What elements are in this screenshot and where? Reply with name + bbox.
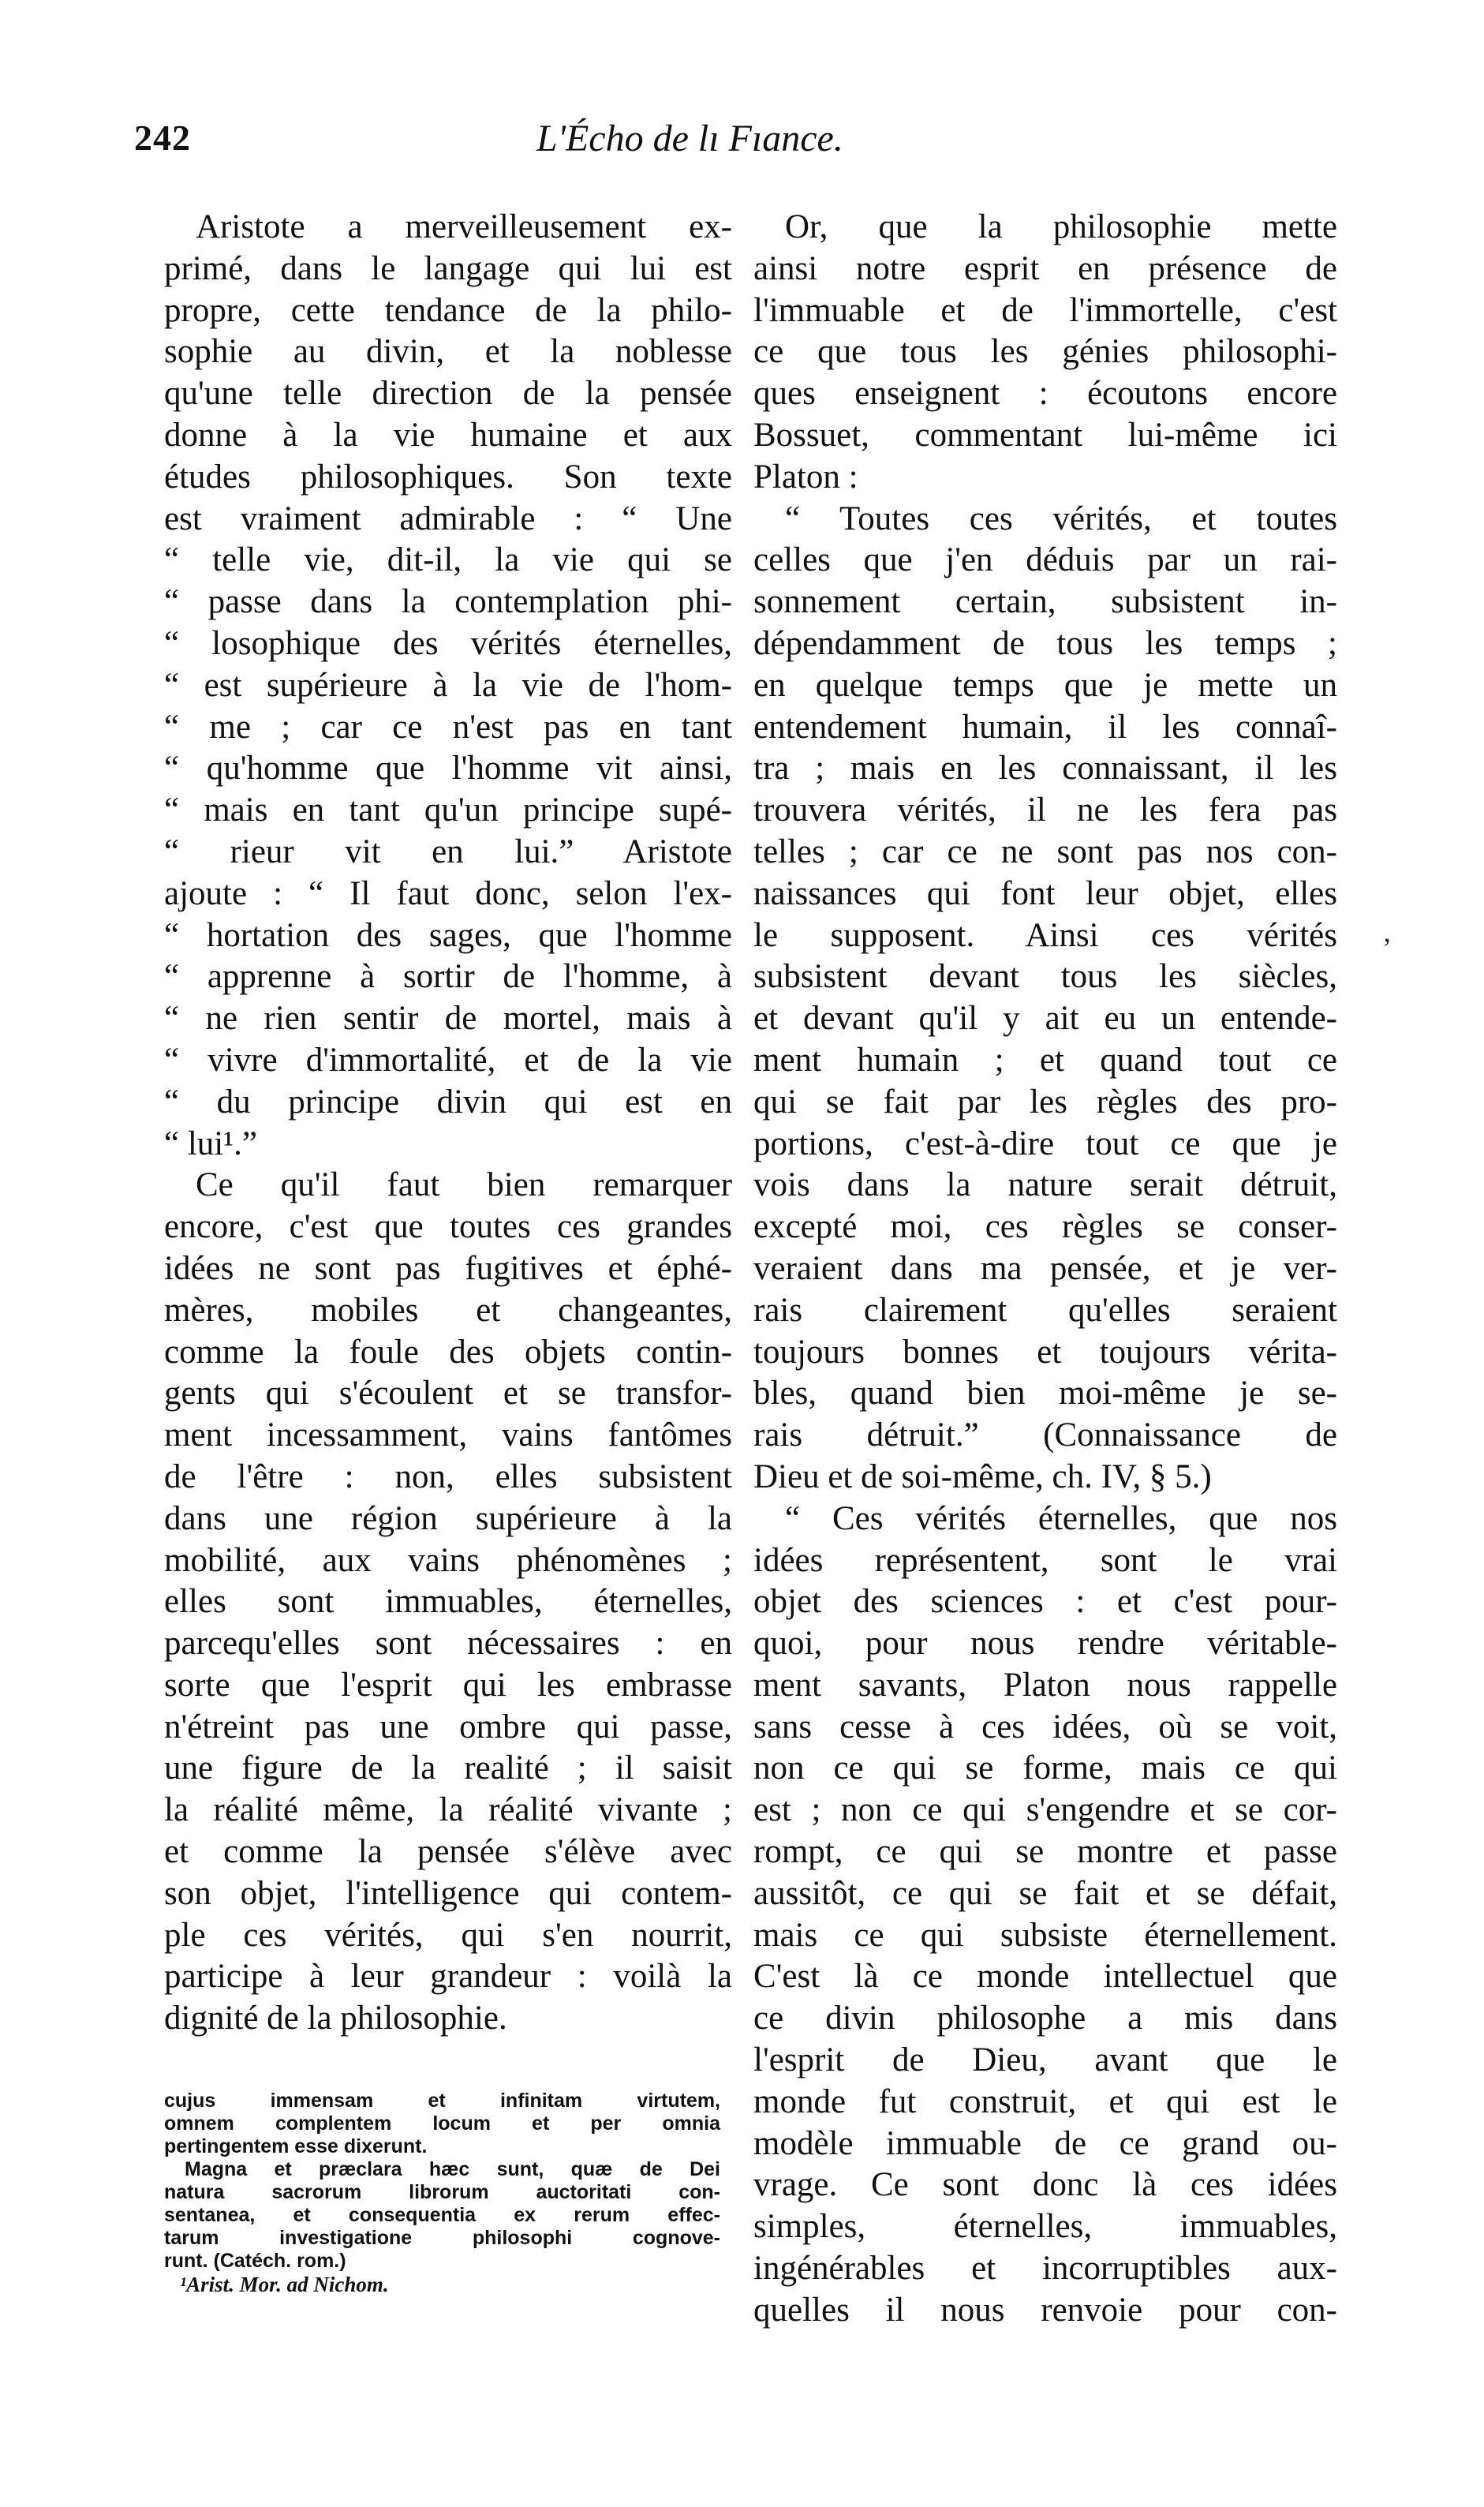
text-line: Platon : — [753, 458, 858, 496]
text-line: ingénérables et incorruptibles aux- — [753, 2250, 1337, 2288]
text-line: ce divin philosophe a mis dans — [753, 2000, 1337, 2037]
page-number: 242 — [134, 118, 191, 158]
text-line: et comme la pensée s'élève avec — [164, 1833, 732, 1871]
text-line: est vraiment admirable : “ Une — [164, 500, 732, 537]
footnote-line: natura sacrorum librorum auctoritati con- — [164, 2181, 720, 2203]
margin-mark: ‚ — [1382, 916, 1392, 948]
text-line: la réalité même, la réalité vivante ; — [164, 1791, 732, 1829]
text-line: comme la foule des objets contin- — [164, 1333, 732, 1371]
text-line: celles que j'en déduis par un rai- — [753, 541, 1337, 579]
text-line: études philosophiques. Son texte — [164, 458, 732, 496]
running-head — [118, 117, 1349, 172]
text-line: Dieu et de soi-même, ch. IV, § 5.) — [753, 1457, 1212, 1495]
text-line: qu'une telle direction de la pensée — [164, 375, 732, 413]
text-line: une figure de la realité ; il saisit — [164, 1749, 732, 1787]
text-line: Aristote a merveilleusement ex- — [196, 208, 732, 245]
text-line: et devant qu'il y ait eu un entende- — [753, 1000, 1337, 1038]
text-line: idées ne sont pas fugitives et éphé- — [164, 1249, 732, 1287]
text-line: C'est là ce monde intellectuel que — [753, 1958, 1337, 1996]
footnote-line: Magna et præclara hæc sunt, quæ de Dei — [185, 2158, 720, 2180]
footnote-line: cujus immensam et infinitam virtutem, — [164, 2090, 720, 2112]
text-line: vrage. Ce sont donc là ces idées — [753, 2166, 1337, 2204]
text-line: mobilité, aux vains phénomènes ; — [164, 1541, 732, 1579]
text-line: toujours bonnes et toujours vérita- — [753, 1333, 1337, 1371]
text-line: le supposent. Ainsi ces vérités — [753, 916, 1337, 954]
text-line: ajoute : “ Il faut donc, selon l'ex- — [164, 874, 732, 912]
text-line: sorte que l'esprit qui les embrasse — [164, 1666, 732, 1704]
text-line: monde fut construit, et qui est le — [753, 2082, 1337, 2120]
text-line: “ telle vie, dit-il, la vie qui se — [164, 541, 732, 579]
text-line: trouvera vérités, il ne les fera pas — [753, 791, 1337, 829]
text-line: “ Toutes ces vérités, et toutes — [785, 500, 1337, 537]
text-line: ple ces vérités, qui s'en nourrit, — [164, 1916, 732, 1954]
text-line: portions, c'est-à-dire tout ce que je — [753, 1124, 1337, 1162]
text-line: objet des sciences : et c'est pour- — [753, 1583, 1337, 1621]
text-line: “ hortation des sages, que l'homme — [164, 916, 732, 954]
text-line: mais ce qui subsiste éternellement. — [753, 1916, 1337, 1954]
text-line: elles sont immuables, éternelles, — [164, 1583, 732, 1621]
text-line: entendement humain, il les connaî- — [753, 708, 1337, 746]
text-line: dans une région supérieure à la — [164, 1499, 732, 1537]
text-line: tra ; mais en les connaissant, il les — [753, 750, 1337, 788]
text-line: sophie au divin, et la noblesse — [164, 333, 732, 371]
text-line: ainsi notre esprit en présence de — [753, 249, 1337, 287]
text-line: son objet, l'intelligence qui contem- — [164, 1874, 732, 1912]
text-line: idées représentent, sont le vrai — [753, 1541, 1337, 1579]
footnote-line: runt. (Catéch. rom.) — [164, 2250, 346, 2272]
text-line: ment humain ; et quand tout ce — [753, 1041, 1337, 1079]
text-line: Ce qu'il faut bien remarquer — [196, 1166, 732, 1204]
right-column — [753, 207, 1337, 2332]
text-line: “ ne rien sentir de mortel, mais à — [164, 1000, 732, 1038]
text-line: veraient dans ma pensée, et je ver- — [753, 1249, 1337, 1287]
text-line: “ Ces vérités éternelles, que nos — [785, 1499, 1337, 1537]
text-line: Bossuet, commentant lui-même ici — [753, 416, 1337, 454]
text-line: “ passe dans la contemplation phi- — [164, 583, 732, 621]
footnote-reference: ¹Arist. Mor. ad Nichom. — [180, 2273, 389, 2296]
text-line: “ est supérieure à la vie de l'hom- — [164, 666, 732, 704]
text-line: ques enseignent : écoutons encore — [753, 375, 1337, 413]
text-line: subsistent devant tous les siècles, — [753, 958, 1337, 996]
text-line: non ce qui se forme, mais ce qui — [753, 1749, 1337, 1787]
text-line: “ mais en tant qu'un principe supé- — [164, 791, 732, 829]
text-line: l'esprit de Dieu, avant que le — [753, 2041, 1337, 2079]
text-line: sonnement certain, subsistent in- — [753, 583, 1337, 621]
text-line: “ apprenne à sortir de l'homme, à — [164, 958, 732, 996]
text-line: rais détruit.” (Connaissance de — [753, 1416, 1337, 1454]
text-line: “ qu'homme que l'homme vit ainsi, — [164, 750, 732, 788]
text-line: dignité de la philosophie. — [164, 2000, 507, 2037]
text-line: qui se fait par les règles des pro- — [753, 1083, 1337, 1121]
text-line: encore, c'est que toutes ces grandes — [164, 1208, 732, 1246]
text-line: telles ; car ce ne sont pas nos con- — [753, 833, 1337, 870]
text-line: est ; non ce qui s'engendre et se cor- — [753, 1791, 1337, 1829]
text-line: “ me ; car ce n'est pas en tant — [164, 708, 732, 746]
text-line: propre, cette tendance de la philo- — [164, 291, 732, 329]
text-line: ment incessamment, vains fantômes — [164, 1416, 732, 1454]
text-line: primé, dans le langage qui lui est — [164, 249, 732, 287]
text-line: excepté moi, ces règles se conser- — [753, 1208, 1337, 1246]
text-line: n'étreint pas une ombre qui passe, — [164, 1708, 732, 1746]
text-line: de l'être : non, elles subsistent — [164, 1457, 732, 1495]
footnote-line: pertingentem esse dixerunt. — [164, 2135, 428, 2157]
text-line: vois dans la nature serait détruit, — [753, 1166, 1337, 1204]
footnotes — [164, 2090, 720, 2273]
text-line: “ vivre d'immortalité, et de la vie — [164, 1041, 732, 1079]
text-line: donne à la vie humaine et aux — [164, 416, 732, 454]
footnote-line: omnem complentem locum et per omnia — [164, 2112, 720, 2135]
text-line: simples, éternelles, immuables, — [753, 2208, 1337, 2246]
text-line: bles, quand bien moi-même je se- — [753, 1375, 1337, 1413]
text-line: aussitôt, ce qui se fait et se défait, — [753, 1874, 1337, 1912]
footnote-line: sentanea, et consequentia ex rerum effec- — [164, 2204, 720, 2226]
text-line: rompt, ce qui se montre et passe — [753, 1833, 1337, 1871]
left-column — [164, 207, 732, 2040]
text-line: “ losophique des vérités éternelles, — [164, 624, 732, 662]
text-line: naissances qui font leur objet, elles — [753, 874, 1337, 912]
journal-title: L'Écho de lı Fıance. — [536, 118, 843, 159]
text-line: “ du principe divin qui est en — [164, 1083, 732, 1121]
text-line: mères, mobiles et changeantes, — [164, 1291, 732, 1329]
text-line: gents qui s'écoulent et se transfor- — [164, 1375, 732, 1413]
text-line: dépendamment de tous les temps ; — [753, 624, 1337, 662]
text-line: participe à leur grandeur : voilà la — [164, 1958, 732, 1996]
footnote-line: tarum investigatione philosophi cognove- — [164, 2227, 720, 2249]
text-line: sans cesse à ces idées, où se voit, — [753, 1708, 1337, 1746]
text-line: l'immuable et de l'immortelle, c'est — [753, 291, 1337, 329]
text-line: en quelque temps que je mette un — [753, 666, 1337, 704]
text-line: quoi, pour nous rendre véritable- — [753, 1625, 1337, 1663]
text-line: “ lui¹.” — [164, 1124, 257, 1162]
text-line: “ rieur vit en lui.” Aristote — [164, 833, 732, 870]
text-line: quelles il nous renvoie pour con- — [753, 2291, 1337, 2329]
text-line: ce que tous les génies philosophi- — [753, 333, 1337, 371]
text-line: parcequ'elles sont nécessaires : en — [164, 1625, 732, 1663]
text-line: rais clairement qu'elles seraient — [753, 1291, 1337, 1329]
text-line: modèle immuable de ce grand ou- — [753, 2124, 1337, 2162]
text-line: ment savants, Platon nous rappelle — [753, 1666, 1337, 1704]
text-line: Or, que la philosophie mette — [785, 208, 1337, 245]
